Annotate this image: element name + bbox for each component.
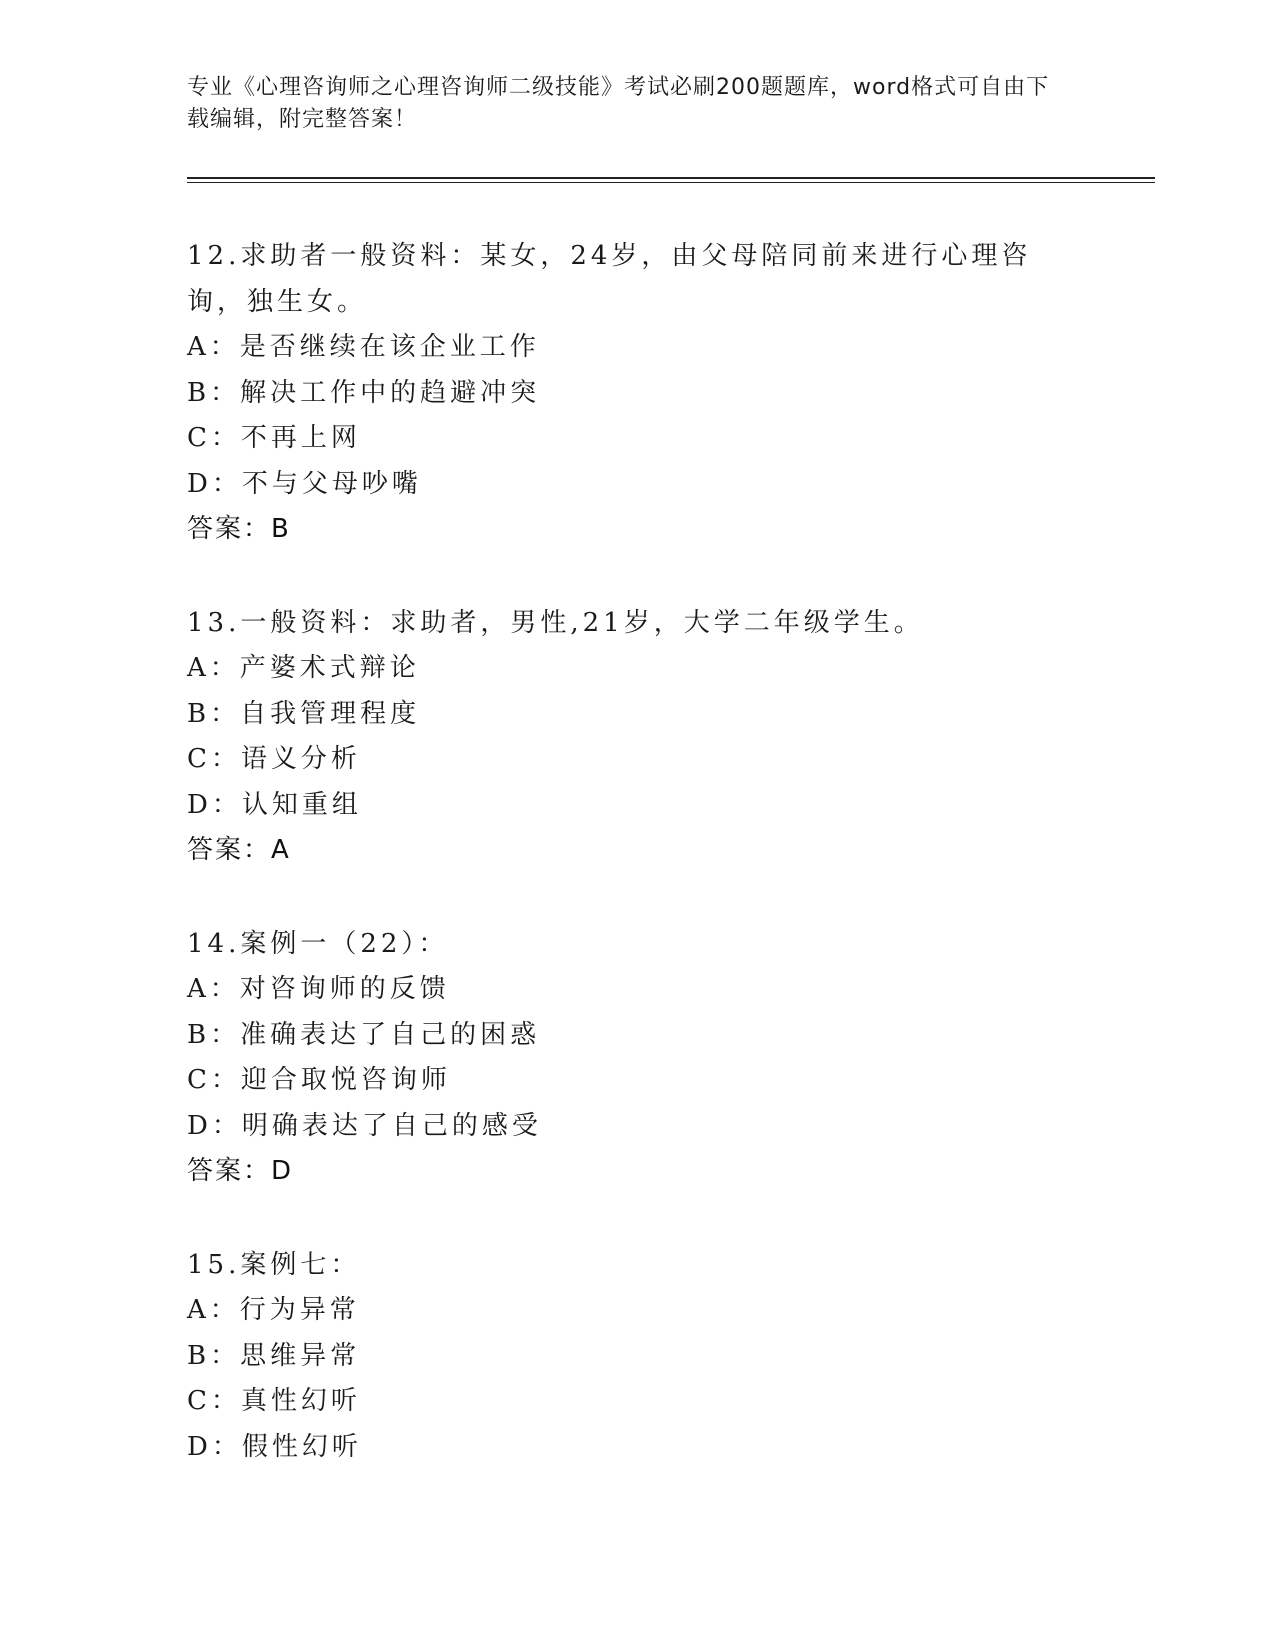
option-c: C：语义分析 bbox=[187, 744, 361, 774]
option-b: B：自我管理程度 bbox=[187, 698, 421, 729]
option-d: D：认知重组 bbox=[187, 789, 362, 820]
question-stem: 15.案例七： bbox=[187, 1249, 361, 1280]
header-divider-thick bbox=[187, 177, 1155, 179]
question-15 bbox=[187, 1243, 1087, 1471]
option-b: B：思维异常 bbox=[187, 1340, 361, 1371]
option-b: B：准确表达了自己的困惑 bbox=[187, 1019, 541, 1050]
question-stem: 13.一般资料：求助者，男性,21岁，大学二年级学生。 bbox=[187, 607, 924, 638]
option-b: B：解决工作中的趋避冲突 bbox=[187, 377, 541, 408]
option-d: D：不与父母吵嘴 bbox=[187, 468, 422, 499]
option-a: A：对咨询师的反馈 bbox=[187, 974, 450, 1004]
question-stem: 12.求助者一般资料：某女，24岁，由父母陪同前来进行心理咨询，独生女。 bbox=[187, 241, 1032, 317]
question-12 bbox=[187, 234, 1087, 553]
option-d: D：明确表达了自己的感受 bbox=[187, 1110, 542, 1141]
option-c: C：不再上网 bbox=[187, 423, 361, 453]
option-a: A：产婆术式辩论 bbox=[187, 653, 420, 683]
option-c: C：迎合取悦咨询师 bbox=[187, 1065, 451, 1095]
answer-line: 答案：A bbox=[187, 835, 291, 865]
question-14 bbox=[187, 922, 1087, 1195]
question-13 bbox=[187, 601, 1087, 874]
question-stem: 14.案例一（22）： bbox=[187, 928, 449, 959]
option-a: A：行为异常 bbox=[187, 1295, 360, 1325]
answer-line: 答案：B bbox=[187, 514, 291, 544]
option-d: D：假性幻听 bbox=[187, 1431, 362, 1462]
answer-line: 答案：D bbox=[187, 1156, 294, 1186]
option-c: C：真性幻听 bbox=[187, 1386, 361, 1416]
option-a: A：是否继续在该企业工作 bbox=[187, 332, 540, 362]
header-divider-thin bbox=[187, 182, 1155, 183]
document-header: 专业《心理咨询师之心理咨询师二级技能》考试必刷200题题库，word格式可自由下载编辑，附完整答案！ bbox=[187, 75, 1050, 132]
question-list bbox=[187, 234, 1087, 1518]
